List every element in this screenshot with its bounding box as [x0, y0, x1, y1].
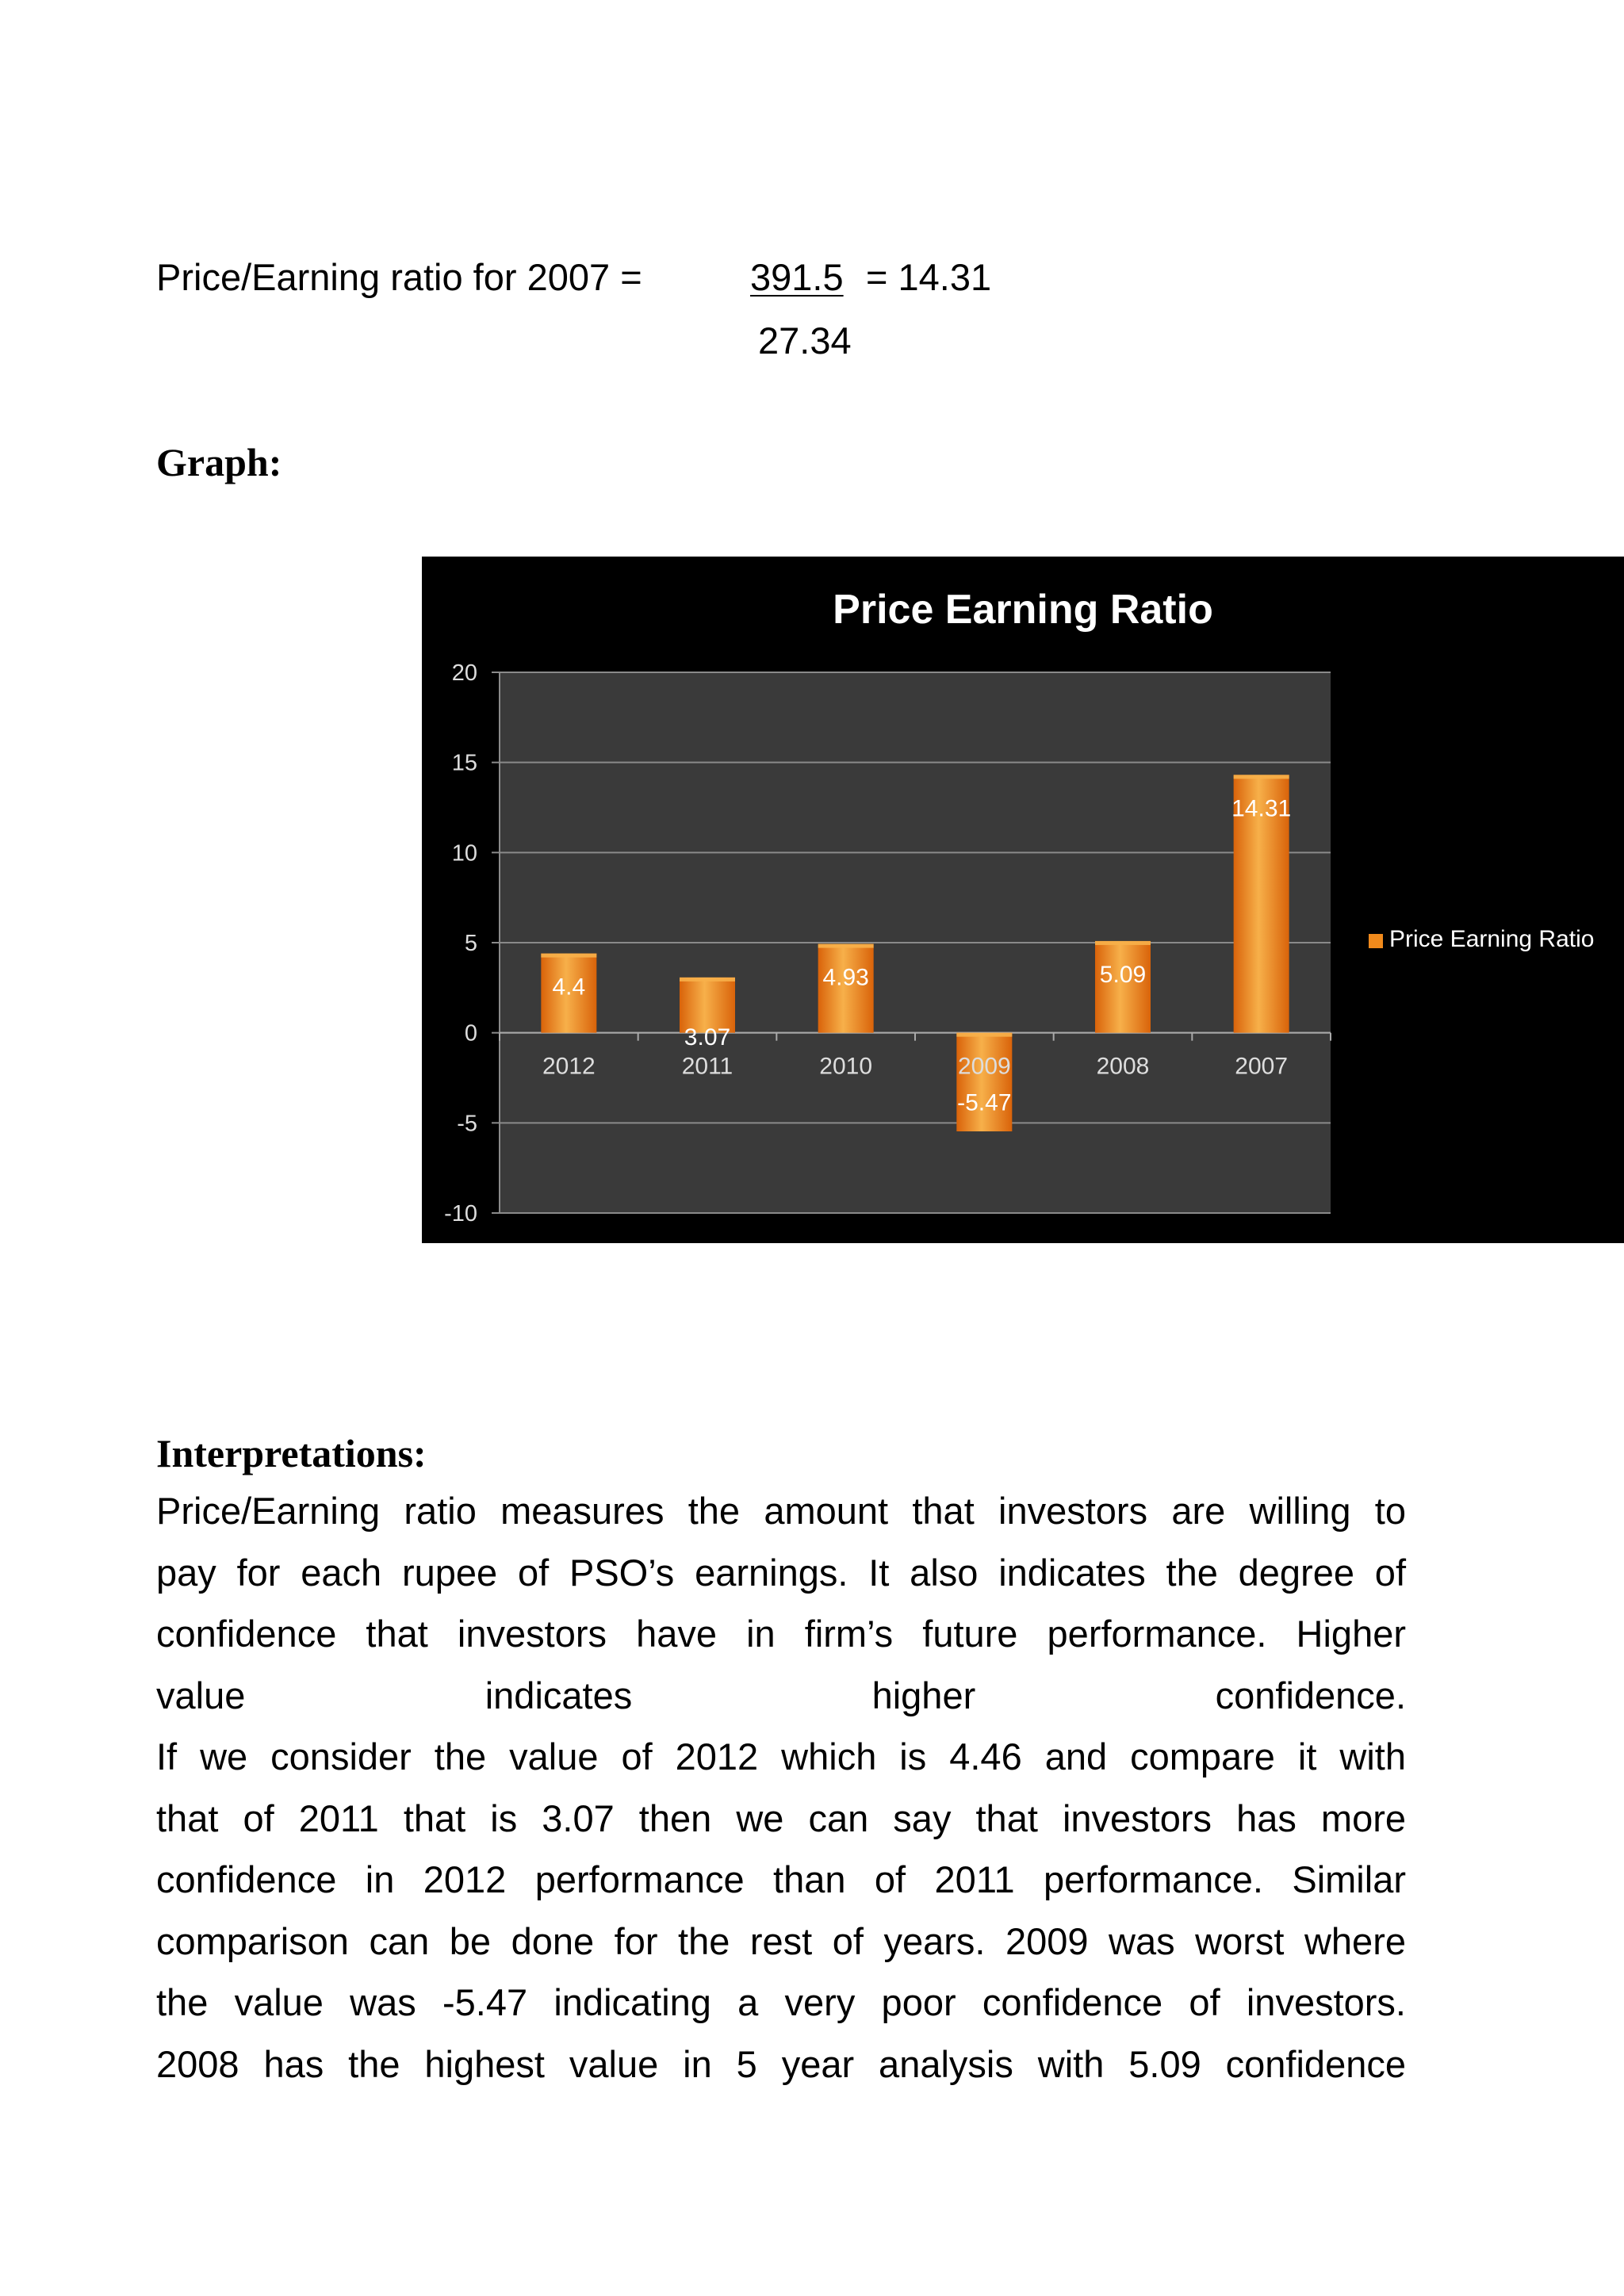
formula-numerator: 391.5	[750, 256, 844, 298]
paragraph-line: Price/Earning ratio measures the amount that investors are willing to	[156, 1490, 1406, 1532]
bar-edge	[956, 1033, 1012, 1037]
data-label: 4.93	[822, 964, 869, 991]
price-earning-chart	[422, 557, 1624, 1243]
x-tick-label: 2011	[681, 1053, 733, 1080]
graph-heading: Graph:	[156, 440, 282, 484]
y-tick-label: 5	[464, 931, 477, 956]
y-tick-label: -10	[444, 1201, 477, 1226]
x-tick-label: 2012	[542, 1053, 596, 1080]
chart-svg	[422, 557, 1624, 1243]
y-tick-label: 10	[451, 840, 477, 867]
data-label: 5.09	[1099, 961, 1147, 988]
bar-edge	[1234, 775, 1289, 779]
bar-edge	[1095, 941, 1151, 945]
formula-label: Price/Earning ratio for 2007 =	[156, 256, 642, 298]
x-tick-label: 2007	[1235, 1053, 1289, 1080]
x-tick-label: 2008	[1096, 1053, 1150, 1080]
bar-edge	[818, 944, 874, 948]
data-label: 14.31	[1231, 795, 1292, 822]
legend-swatch	[1369, 934, 1383, 948]
paragraph-line: that of 2011 that is 3.07 then we can say that investors has more	[156, 1797, 1406, 1839]
data-label: -5.47	[957, 1089, 1012, 1116]
y-tick-label: 20	[451, 660, 477, 686]
data-label: 3.07	[684, 1024, 731, 1050]
y-tick-label: 15	[451, 750, 477, 776]
paragraph-line: pay for each rupee of PSO’s earnings. It also indicates the degree of	[156, 1551, 1406, 1594]
chart-title: Price Earning Ratio	[833, 587, 1213, 633]
paragraph-line: confidence that investors have in firm’s future performance. Higher	[156, 1613, 1406, 1655]
paragraph-line: confidence in 2012 performance than of 2011 performance. Similar	[156, 1858, 1406, 1900]
interpretation-paragraph-2	[156, 1726, 1406, 2095]
x-tick-label: 2009	[957, 1053, 1011, 1080]
legend-label: Price Earning Ratio	[1389, 926, 1595, 952]
formula-denominator: 27.34	[758, 320, 852, 362]
paragraph-line: value indicates higher confidence.	[156, 1674, 1406, 1716]
y-tick-label: 0	[464, 1020, 477, 1047]
bar	[956, 1033, 1012, 1131]
interpretation-paragraph-1	[156, 1480, 1406, 1726]
bar-edge	[541, 954, 596, 958]
paragraph-line: comparison can be done for the rest of years. 2009 was worst where	[156, 1919, 1406, 1962]
x-tick-label: 2010	[819, 1053, 873, 1080]
interpretations-heading: Interpretations:	[156, 1431, 427, 1475]
paragraph-line: 2008 has the highest value in 5 year analysis with 5.09 confidence	[156, 2042, 1406, 2085]
data-label: 4.4	[552, 974, 586, 1001]
bar-edge	[680, 978, 735, 982]
y-tick-label: -5	[457, 1111, 477, 1137]
paragraph-line: the value was -5.47 indicating a very poor confidence of investors.	[156, 1981, 1406, 2023]
paragraph-line: If we consider the value of 2012 which is 4.46 and compare it with	[156, 1735, 1406, 1777]
formula-result: = 14.31	[866, 256, 992, 298]
